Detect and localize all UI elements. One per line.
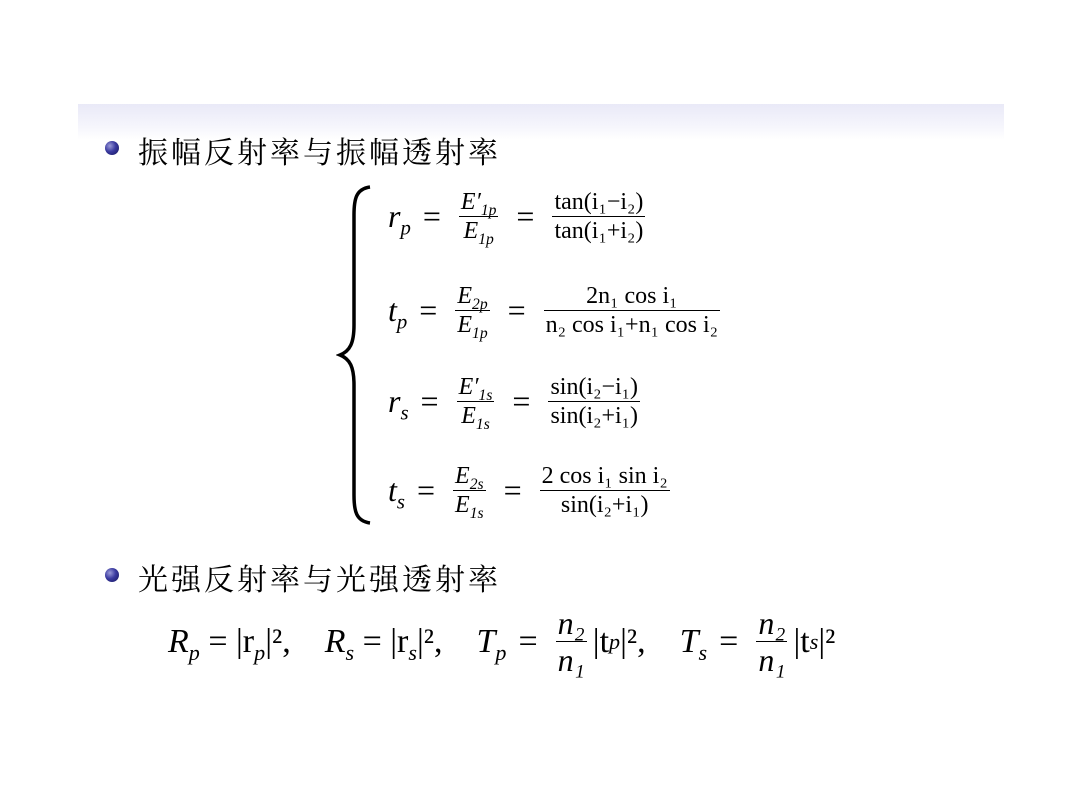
rp-lhs: $r_p$ — [388, 198, 411, 240]
rp-angle-ratio: $\frac{\text{tan(i₁−i₂)}}{\text{tan(i₁+i₂)}}$ — [554, 189, 644, 244]
equals-sign: = — [503, 472, 522, 508]
equation-rp — [388, 188, 651, 248]
equation-rs — [388, 373, 646, 433]
equals-sign: = — [420, 383, 439, 419]
ts-field-ratio: $\frac{E_{2s}}{E_{1s}}$ — [455, 463, 484, 522]
tp-lhs: $t_p$ — [388, 292, 408, 334]
equals-sign: = — [419, 292, 438, 328]
section-title-amplitude: 振幅反射率与振幅透射率 — [138, 136, 501, 171]
tp-field-ratio: $\frac{E_{2p}}{E_{1p}}$ — [457, 283, 488, 342]
equals-sign: = — [516, 198, 535, 234]
equals-sign: = — [416, 472, 436, 508]
intensity-equations — [168, 605, 835, 678]
rs-field-ratio: $\frac{E'_{1s}}{E_{1s}}$ — [458, 374, 493, 433]
Rp-equation: $R_p = |r_p|^2$, — [168, 622, 291, 665]
Ts-equation: $T_s$ = $\frac{\text{n₂}}{\text{n₁}}$ |t s |² — [679, 605, 836, 678]
section-title-intensity: 光强反射率与光强透射率 — [138, 563, 501, 598]
ts-angle-ratio: $\frac{\text{2 cos i₁ sin i₂}}{\text{sin(i₂+i₁)}}$ — [541, 463, 668, 518]
rp-field-ratio: $\frac{E'_{1p}}{E_{1p}}$ — [460, 189, 497, 248]
equals-sign: = — [512, 383, 531, 419]
bullet-icon — [105, 568, 119, 582]
rs-lhs: $r_s$ — [388, 383, 409, 425]
Tp-equation: $T_p$ = $\frac{\text{n₂}}{\text{n₁}}$ |t p |², — [476, 605, 646, 678]
rs-angle-ratio: $\frac{\text{sin(i₂−i₁)}}{\text{sin(i₂+i₁)}}$ — [550, 374, 639, 429]
tp-angle-ratio: $\frac{\text{2n₁ cos i₁}}{\text{n₂ cos i₁+n₁ cos i₂}}$ — [545, 283, 718, 338]
Rs-equation: $R_s = |r_s|^2$, — [324, 622, 443, 665]
equals-sign: = — [507, 292, 526, 328]
bullet-icon — [105, 141, 119, 155]
equation-tp — [388, 282, 726, 342]
left-brace-icon — [336, 185, 376, 525]
ts-lhs: $t_s$ — [388, 472, 405, 514]
equation-ts — [388, 462, 676, 522]
equals-sign: = — [422, 198, 441, 234]
